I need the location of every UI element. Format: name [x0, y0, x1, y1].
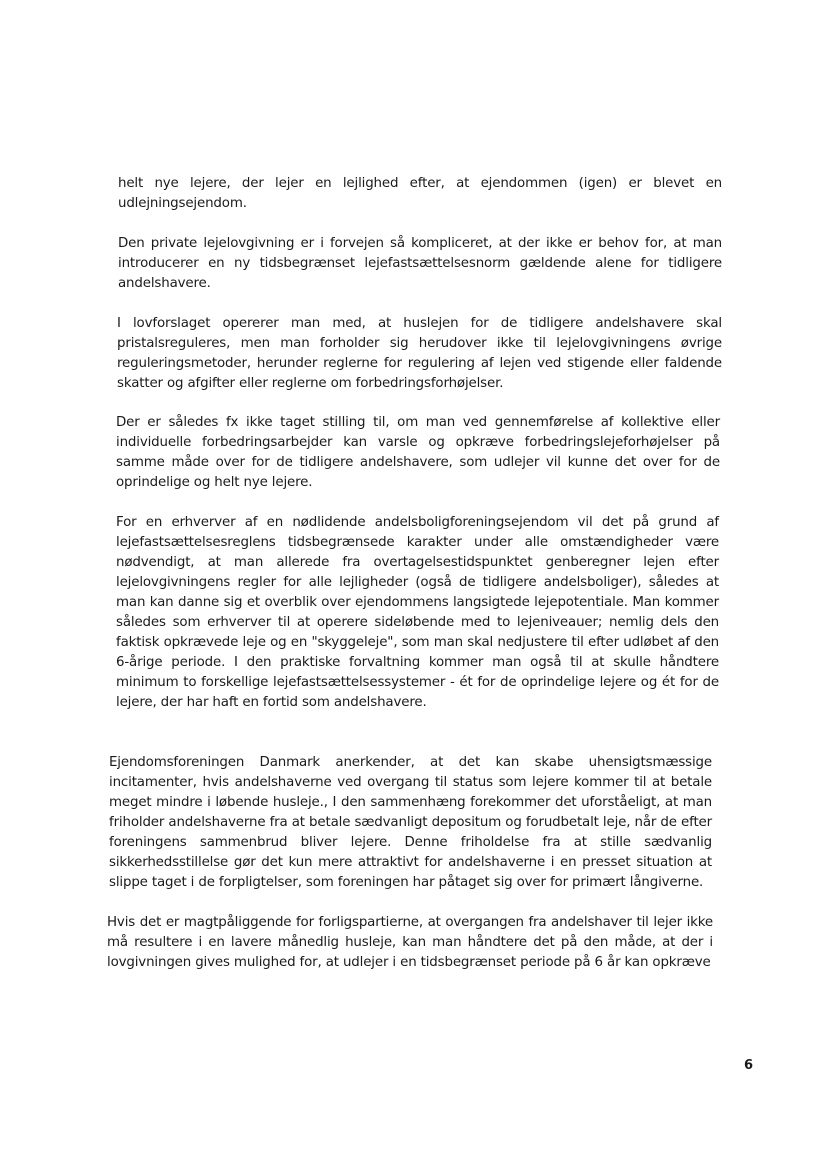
paragraph-ejendomsforeningen: Ejendomsforeningen Danmark anerkender, at det kan skabe uhensigtsmæssige incitamenter, hvis andelshaverne ved overgang til status som lejere kommer til at betale meget mindre i løbende husleje., I den sammenhæng forekommer det uforståeligt, at man friholder andelshaverne fra at betale sædvanligt depositum og forudbetalt leje, når de efter foreningens sammenbrud bliver lejere. Denne friholdelse fra at stille sædvanlig sikkerhedsstillelse gør det kun mere attraktivt for andelshaverne i en presset situation at slippe taget i de forpligtelser, som foreningen har påtaget sig over for primært långiverne. [109, 755, 712, 890]
paragraph-pristalsregulering: I lovforslaget opererer man med, at huslejen for de tidligere andelshavere skal pristalsreguleres, men man forholder sig herudover ikke til lejelovgivningens øvrige reguleringsmetoder, herunder reglerne for regulering af lejen ved stigende eller faldende skatter og afgifter eller reglerne om forbedringsforhøjelser. [117, 316, 722, 391]
paragraph-continuation: helt nye lejere, der lejer en lejlighed efter, at ejendommen (igen) er blevet en udlejningsejendom. [118, 176, 722, 211]
page-number: 6 [744, 1058, 754, 1073]
paragraph-erhverver: For en erhverver af en nødlidende andelsboligforeningsejendom vil det på grund af lejefastsættelsesreglens tidsbegrænsede karakter under alle omstændigheder være nødvendigt, at man allerede fra overtagelsestidspunktet genberegner lejen efter lejelovgivningens regler for alle lejligheder (også de tidligere andelsboliger), således at man kan danne sig et overblik over ejendommens langsigtede lejepotentiale. Man kommer således som erhverver til at operere sideløbende med to lejeniveauer; nemlig dels den faktisk opkrævede leje og en "skyggeleje", som man skal nedjustere til efter udløbet af den 6-årige periode. I den praktiske forvaltning kommer man også til at skulle håndtere minimum to forskellige lejefastsættelsessystemer - ét for de oprindelige lejere og ét for de lejere, der har haft en fortid som andelshavere. [116, 515, 719, 710]
paragraph-lejelovgivning: Den private lejelovgivning er i forvejen så kompliceret, at der ikke er behov for, at man introducerer en ny tidsbegrænset lejefastsættelsesnorm gældende alene for tidligere andelshavere. [118, 236, 722, 291]
paragraph-forligspartierne: Hvis det er magtpåliggende for forligspartierne, at overgangen fra andelshaver til lejer ikke må resultere i en lavere månedlig husleje, kan man håndtere det på den måde, at der i lovgivningen gives mulighed for, at udlejer i en tidsbegrænset periode på 6 år kan opkræve [107, 915, 713, 970]
paragraph-forbedringsarbejder: Der er således fx ikke taget stilling til, om man ved gennemførelse af kollektive eller individuelle forbedringsarbejder kan varsle og opkræve forbedringslejeforhøjelser på samme måde over for de tidligere andelshavere, som udlejer vil kunne det over for de oprindelige og helt nye lejere. [116, 415, 720, 490]
